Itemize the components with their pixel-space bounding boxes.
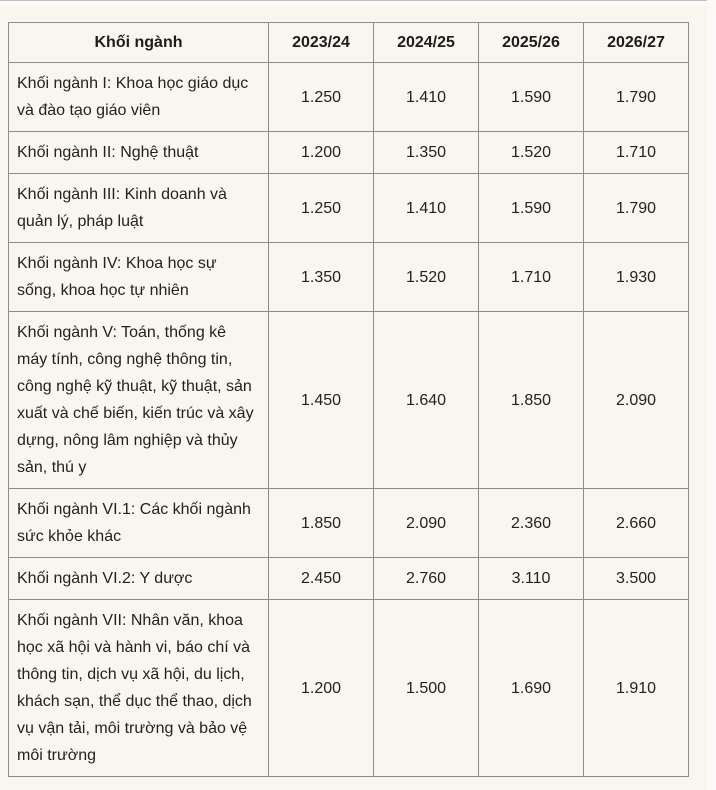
fee-value-cell: 1.930 xyxy=(584,243,689,312)
row-category-cell: Khối ngành IV: Khoa học sự sống, khoa học tự nhiên xyxy=(9,243,269,312)
row-category-cell: Khối ngành III: Kinh doanh và quản lý, pháp luật xyxy=(9,174,269,243)
row-category-cell: Khối ngành II: Nghệ thuật xyxy=(9,132,269,174)
fee-value-cell: 3.500 xyxy=(584,558,689,600)
row-category-cell: Khối ngành I: Khoa học giáo dục và đào tạo giáo viên xyxy=(9,63,269,132)
column-header-year: 2023/24 xyxy=(269,23,374,63)
fee-value-cell: 1.500 xyxy=(374,600,479,777)
fee-value-cell: 1.790 xyxy=(584,174,689,243)
fee-value-cell: 1.250 xyxy=(269,63,374,132)
fee-value-cell: 2.660 xyxy=(584,489,689,558)
column-header-year: 2025/26 xyxy=(479,23,584,63)
table-row xyxy=(9,132,689,174)
table-row xyxy=(9,600,689,777)
fee-value-cell: 1.410 xyxy=(374,63,479,132)
fee-value-cell: 1.520 xyxy=(479,132,584,174)
column-header-year: 2026/27 xyxy=(584,23,689,63)
table-row xyxy=(9,63,689,132)
fee-value-cell: 1.350 xyxy=(269,243,374,312)
fee-value-cell: 1.200 xyxy=(269,600,374,777)
fee-value-cell: 2.360 xyxy=(479,489,584,558)
column-header-year: 2024/25 xyxy=(374,23,479,63)
fee-value-cell: 1.690 xyxy=(479,600,584,777)
fee-value-cell: 1.640 xyxy=(374,312,479,489)
table-row xyxy=(9,312,689,489)
tuition-fee-table xyxy=(8,22,689,777)
top-divider xyxy=(0,0,707,7)
fee-value-cell: 1.790 xyxy=(584,63,689,132)
table-row xyxy=(9,558,689,600)
fee-value-cell: 2.760 xyxy=(374,558,479,600)
table-row xyxy=(9,243,689,312)
fee-value-cell: 2.090 xyxy=(374,489,479,558)
fee-value-cell: 1.350 xyxy=(374,132,479,174)
fee-value-cell: 1.710 xyxy=(479,243,584,312)
row-category-cell: Khối ngành V: Toán, thống kê máy tính, công nghệ thông tin, công nghệ kỹ thuật, kỹ thuật, sản xuất và chế biến, kiến trúc và xây dựng, nông lâm nghiệp và thủy sản, thú y xyxy=(9,312,269,489)
fee-value-cell: 2.090 xyxy=(584,312,689,489)
fee-value-cell: 1.200 xyxy=(269,132,374,174)
fee-value-cell: 1.250 xyxy=(269,174,374,243)
row-category-cell: Khối ngành VI.1: Các khối ngành sức khỏe khác xyxy=(9,489,269,558)
fee-value-cell: 1.520 xyxy=(374,243,479,312)
row-category-cell: Khối ngành VII: Nhân văn, khoa học xã hội và hành vi, báo chí và thông tin, dịch vụ xã hội, du lịch, khách sạn, thể dục thể thao, dịch vụ vận tải, môi trường và bảo vệ môi trường xyxy=(9,600,269,777)
table-row xyxy=(9,174,689,243)
fee-value-cell: 1.590 xyxy=(479,63,584,132)
fee-value-cell: 3.110 xyxy=(479,558,584,600)
fee-value-cell: 1.450 xyxy=(269,312,374,489)
fee-value-cell: 2.450 xyxy=(269,558,374,600)
table-header-row xyxy=(9,23,689,63)
table-row xyxy=(9,489,689,558)
fee-value-cell: 1.850 xyxy=(479,312,584,489)
fee-value-cell: 1.910 xyxy=(584,600,689,777)
fee-value-cell: 1.590 xyxy=(479,174,584,243)
fee-value-cell: 1.410 xyxy=(374,174,479,243)
fee-value-cell: 1.710 xyxy=(584,132,689,174)
row-category-cell: Khối ngành VI.2: Y dược xyxy=(9,558,269,600)
fee-value-cell: 1.850 xyxy=(269,489,374,558)
column-header-category: Khối ngành xyxy=(9,23,269,63)
